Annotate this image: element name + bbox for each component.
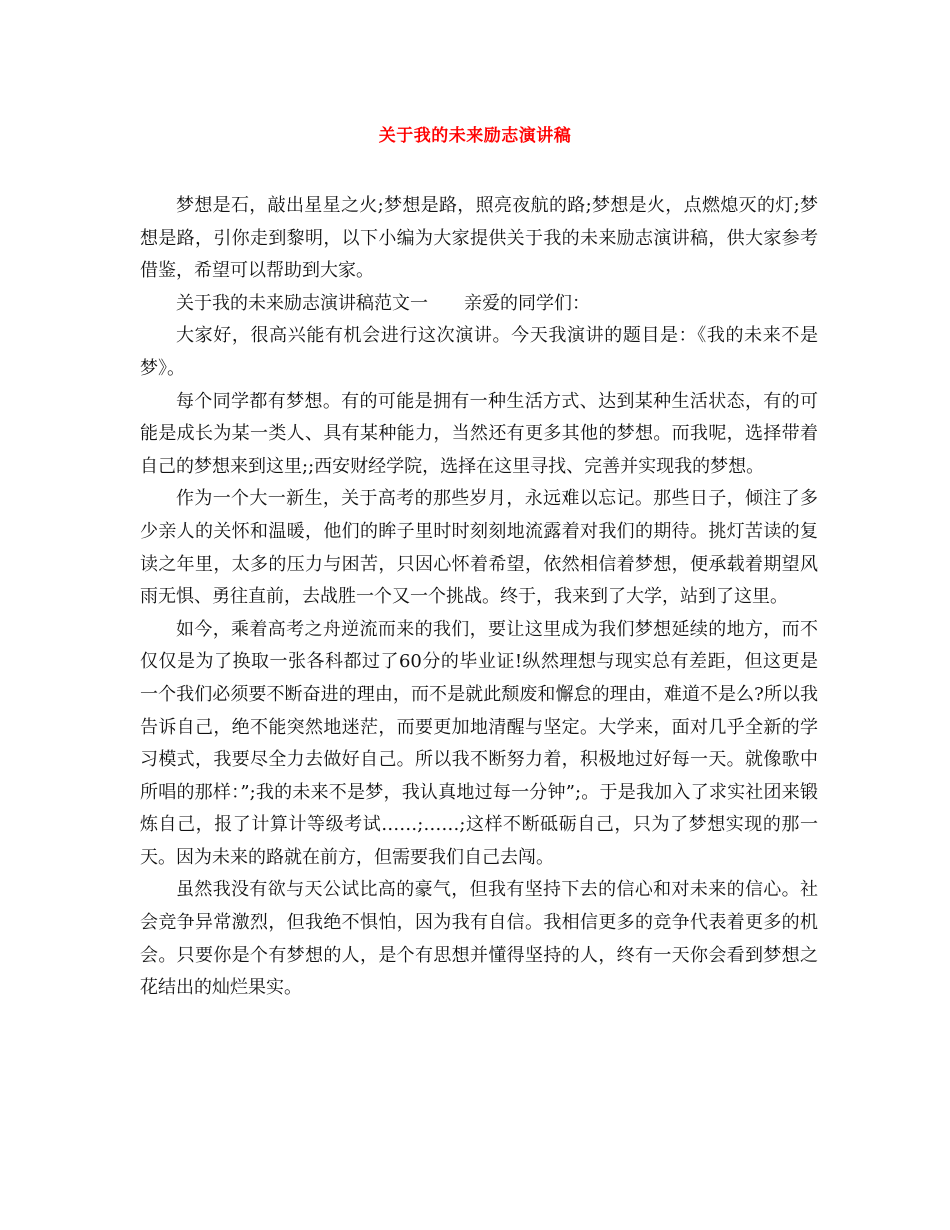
paragraph: 大家好，很高兴能有机会进行这次演讲。今天我演讲的题目是：《我的未来不是梦》。 bbox=[140, 325, 818, 379]
paragraph: 每个同学都有梦想。有的可能是拥有一种生活方式、达到某种生活状态，有的可能是成长为某一类人、具有某种能力，当然还有更多其他的梦想。而我呢，选择带着自己的梦想来到这里;;西安财经学院，选择在这里寻找、完善并实现我的梦想。 bbox=[140, 390, 818, 477]
paragraph: 作为一个大一新生，关于高考的那些岁月，永远难以忘记。那些日子，倾注了多少亲人的关怀和温暖，他们的眸子里时时刻刻地流露着对我们的期待。挑灯苦读的复读之年里，太多的压力与困苦，只因心怀着希望，依然相信着梦想，便承载着期望风雨无惧、勇往直前，去战胜一个又一个挑战。终于，我来到了大学，站到了这里。 bbox=[140, 488, 818, 608]
document-body bbox=[140, 190, 818, 1005]
document-title: 关于我的未来励志演讲稿 bbox=[378, 126, 572, 146]
paragraph: 关于我的未来励志演讲稿范文一 亲爱的同学们： bbox=[176, 292, 590, 314]
paragraph: 如今，乘着高考之舟逆流而来的我们，要让这里成为我们梦想延续的地方，而不仅仅是为了换取一张各科都过了60分的毕业证!纵然理想与现实总有差距，但这更是一个我们必须要不断奋进的理由，而不是就此颓废和懈怠的理由，难道不是么?所以我告诉自己，绝不能突然地迷茫，而要更加地清醒与坚定。大学来，面对几乎全新的学习模式，我要尽全力去做好自己。所以我不断努力着，积极地过好每一天。就像歌中所唱的那样：”;我的未来不是梦，我认真地过每一分钟”;。于是我加入了求实社团来锻炼自己，报了计算计等级考试……;……;这样不断砥砺自己，只为了梦想实现的那一天。因为未来的路就在前方，但需要我们自己去闯。 bbox=[140, 618, 818, 868]
paragraph: 虽然我没有欲与天公试比高的豪气，但我有坚持下去的信心和对未来的信心。社会竞争异常激烈，但我绝不惧怕，因为我有自信。我相信更多的竞争代表着更多的机会。只要你是个有梦想的人，是个有思想并懂得坚持的人，终有一天你会看到梦想之花结出的灿烂果实。 bbox=[140, 879, 818, 999]
paragraph: 梦想是石，敲出星星之火;梦想是路，照亮夜航的路;梦想是火，点燃熄灭的灯;梦想是路，引你走到黎明，以下小编为大家提供关于我的未来励志演讲稿，供大家参考借鉴，希望可以帮助到大家。 bbox=[140, 195, 818, 282]
